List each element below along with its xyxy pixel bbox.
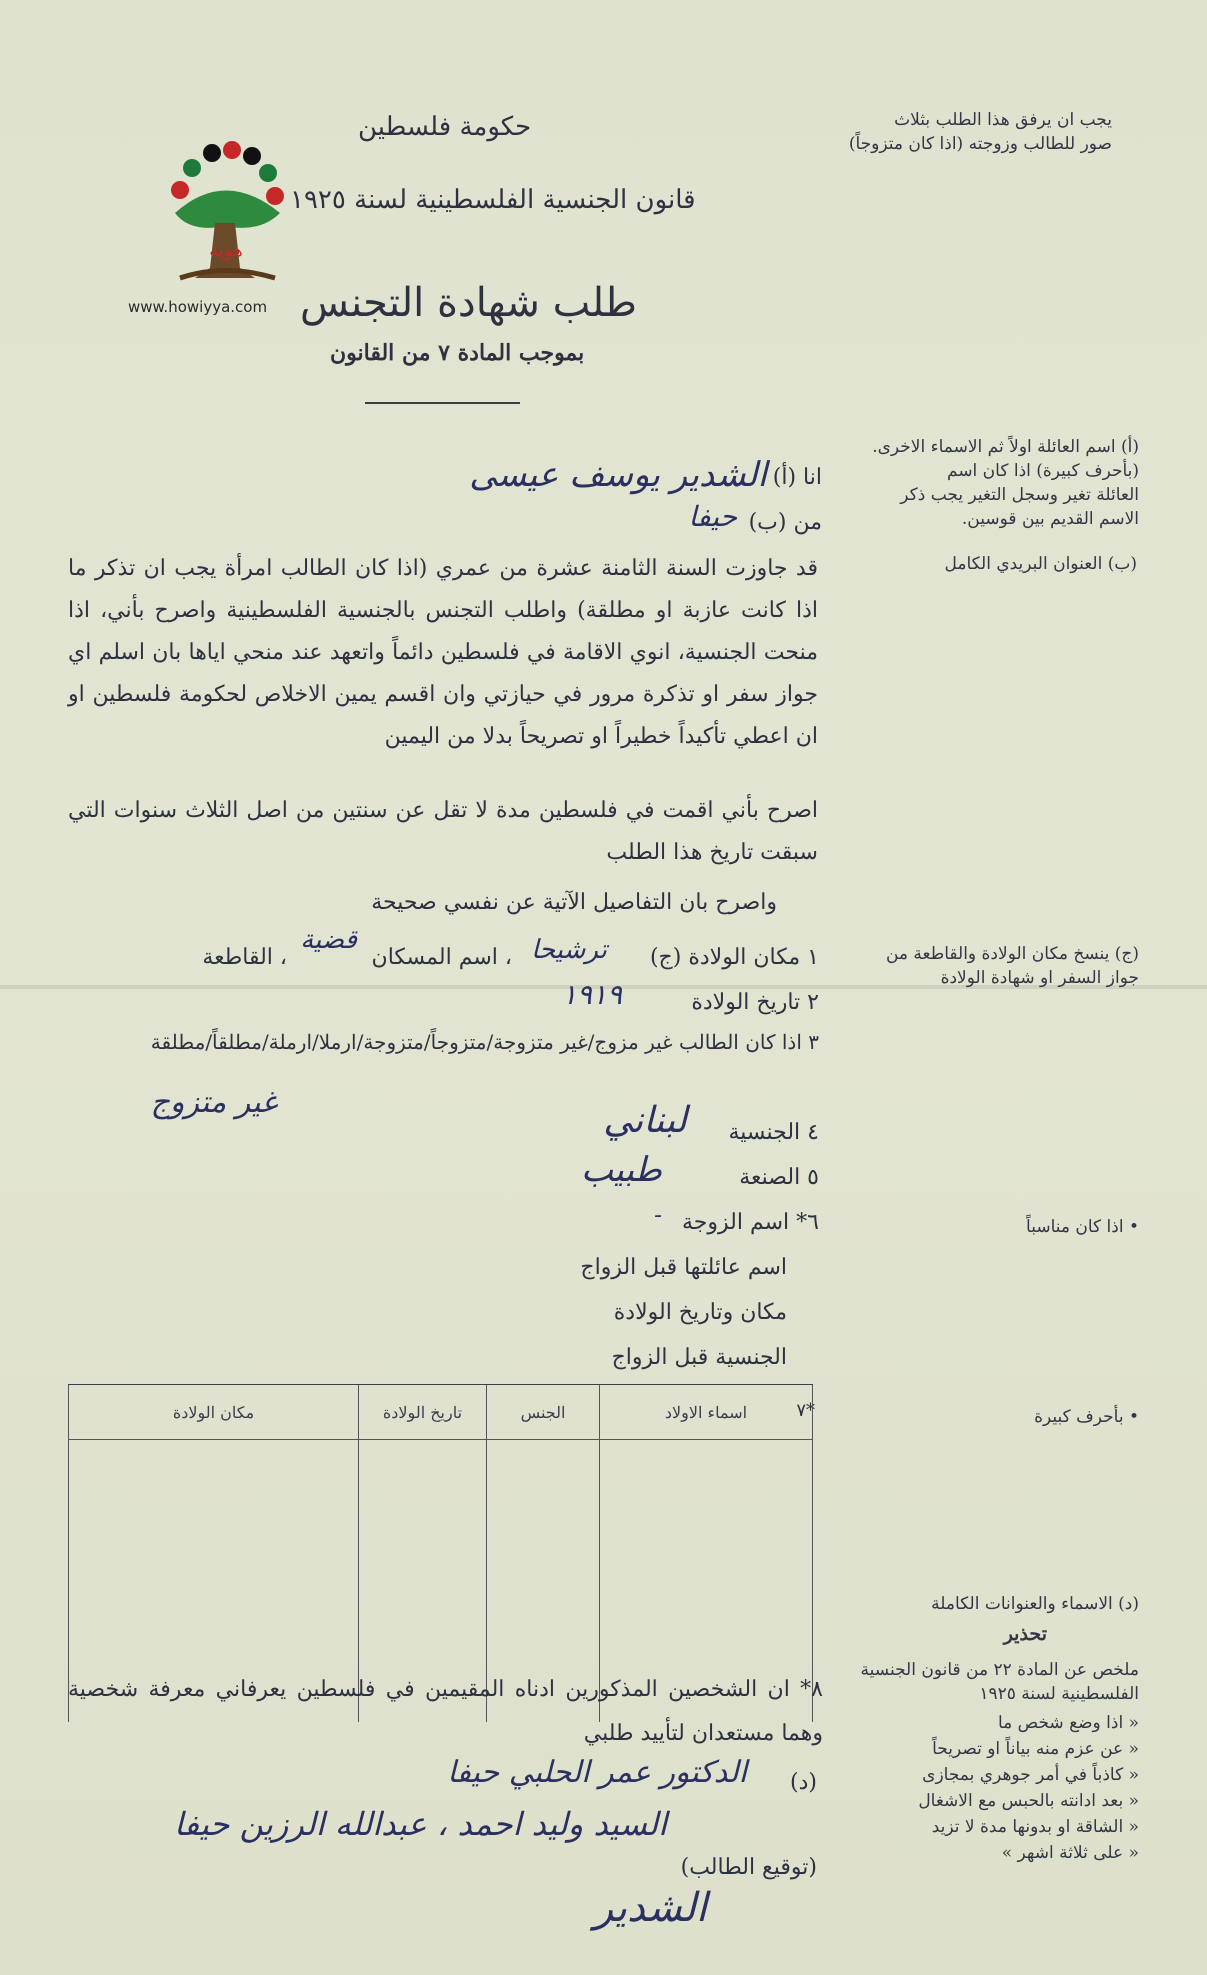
wife-value: -	[654, 1203, 662, 1228]
side-note-b: (ب) العنوان البريدي الكامل	[944, 554, 1137, 574]
government-heading: حكومة فلسطين	[358, 112, 532, 142]
warning-lines: « اذا وضع شخص ما « عن عزم منه بياناً او تصريحاً « كاذباً في أمر جوهري بمجازى « بعد ادانته بالحبس مع الاشغال « الشاقة او بدونها مدة لا تزيد « على ثلاثة اشهر »	[918, 1713, 1139, 1863]
wife-birth-label: مكان وتاريخ الولادة	[613, 1300, 787, 1325]
watermark-url: www.howiyya.com	[128, 298, 268, 316]
occupation-label: ٥ الصنعة	[739, 1165, 819, 1190]
wife-family-label: اسم عائلتها قبل الزواج	[580, 1255, 787, 1280]
warning-intro: ملخص عن المادة ٢٢ من قانون الجنسية الفلسطينية لسنة ١٩٢٥	[860, 1660, 1139, 1704]
nationality-value: لبناني	[603, 1100, 687, 1141]
references-statement: ٨* ان الشخصين المذكورين ادناه المقيمين في فلسطين يعرفاني معرفة شخصية وهما مستعدان لتأييد طلبي	[68, 1677, 823, 1746]
from-value: حيفا	[688, 500, 737, 533]
i-am-label: انا (أ)	[772, 465, 822, 490]
birthdate-value: ١٩١٩	[561, 978, 622, 1011]
side-note-photos: يجب ان يرفق هذا الطلب بثلاث صور للطالب وزوجته (اذا كان متزوجاً)	[848, 110, 1112, 154]
wife-label: ٦* اسم الزوجة	[682, 1210, 819, 1235]
details-intro: واصرح بان التفاصيل الآتية عن نفسي صحيحة	[371, 890, 777, 915]
wife-nationality-label: الجنسية قبل الزواج	[611, 1345, 787, 1370]
header-birth-date: تاريخ الولادة	[359, 1385, 487, 1440]
children-table-number: ٧*	[796, 1400, 815, 1421]
header-sex: الجنس	[487, 1385, 600, 1440]
page-title: طلب شهادة التجنس	[300, 280, 637, 326]
header-child-names: اسماء الاولاد	[600, 1385, 813, 1440]
references-label: (د)	[790, 1770, 817, 1795]
side-note-a: (أ) اسم العائلة اولاً ثم الاسماء الاخرى. (بأحرف كبيرة) اذا كان اسم العائلة تغير وسجل التغير يجب ذكر الاسم القديم بين قوسين.	[872, 437, 1139, 529]
reference-2: السيد وليد احمد ، عبدالله الرزين حيفا	[174, 1805, 667, 1843]
applicant-signature: الشدير	[593, 1885, 707, 1931]
law-heading: قانون الجنسية الفلسطينية لسنة ١٩٢٥	[290, 185, 696, 215]
header-birth-place: مكان الولادة	[69, 1385, 359, 1440]
residence-name-label: ، اسم المسكان	[371, 945, 512, 970]
birthplace-value: ترشيحا	[531, 935, 607, 965]
side-note-capitals: • بأحرف كبيرة	[1034, 1407, 1139, 1427]
declaration-paragraph: قد جاوزت السنة الثامنة عشرة من عمري (اذا كان الطالب امرأة يجب ان تذكر ما اذا كانت عازبة او مطلقة) واطلب التجنس بالجنسية الفلسطينية واصرح بأني، اذا منحت الجنسية، انوي الاقامة في فلسطين دائماً واتعهد عند منحي اياها بان اسلم اي جواز سفر او تذكرة مرور في حيازتي وان اقسم يمين الاخلاص لحكومة فلسطين او ان اعطي تأكيداً خطيراً او تصريحاً بدلا من اليمين	[68, 556, 818, 749]
occupation-value: طبيب	[581, 1150, 662, 1190]
title-divider	[365, 402, 520, 404]
table-top-rule	[68, 1384, 813, 1385]
side-note-c: (ج) ينسخ مكان الولادة والقاطعة من جواز السفر او شهادة الولادة	[885, 944, 1139, 988]
district-label: ، القاطعة	[202, 945, 287, 970]
warning-title: تحذير	[1003, 1623, 1047, 1645]
residence-paragraph: اصرح بأني اقمت في فلسطين مدة لا تقل عن سنتين من اصل الثلاث سنوات التي سبقت تاريخ هذا الطلب	[68, 798, 818, 865]
howiyya-tree-logo	[150, 128, 300, 288]
marital-label: ٣ اذا كان الطالب غير مزوج/غير متزوجة/متزوجاً/متزوجة/ارملا/ارملة/مطلقاً/مطلقة	[150, 1030, 819, 1054]
marital-value: غير متزوج	[150, 1085, 277, 1120]
from-label: من (ب)	[748, 510, 822, 535]
children-table-header	[69, 1385, 813, 1440]
signature-label: (توقيع الطالب)	[680, 1855, 817, 1880]
svg-text:هوية: هوية	[209, 240, 243, 261]
i-am-value: الشدير يوسف عيسى	[469, 455, 767, 495]
residence-name-value: قضية	[300, 925, 357, 955]
side-note-if-applicable: • اذا كان مناسباً	[1026, 1217, 1139, 1237]
side-note-d: (د) الاسماء والعنوانات الكاملة	[931, 1594, 1139, 1614]
birthplace-label: ١ مكان الولادة (ج)	[649, 945, 819, 970]
page-subtitle: بموجب المادة ٧ من القانون	[330, 340, 585, 366]
birthdate-label: ٢ تاريخ الولادة	[691, 990, 819, 1015]
nationality-label: ٤ الجنسية	[728, 1120, 819, 1145]
reference-1: الدكتور عمر الحلبي حيفا	[447, 1755, 747, 1790]
